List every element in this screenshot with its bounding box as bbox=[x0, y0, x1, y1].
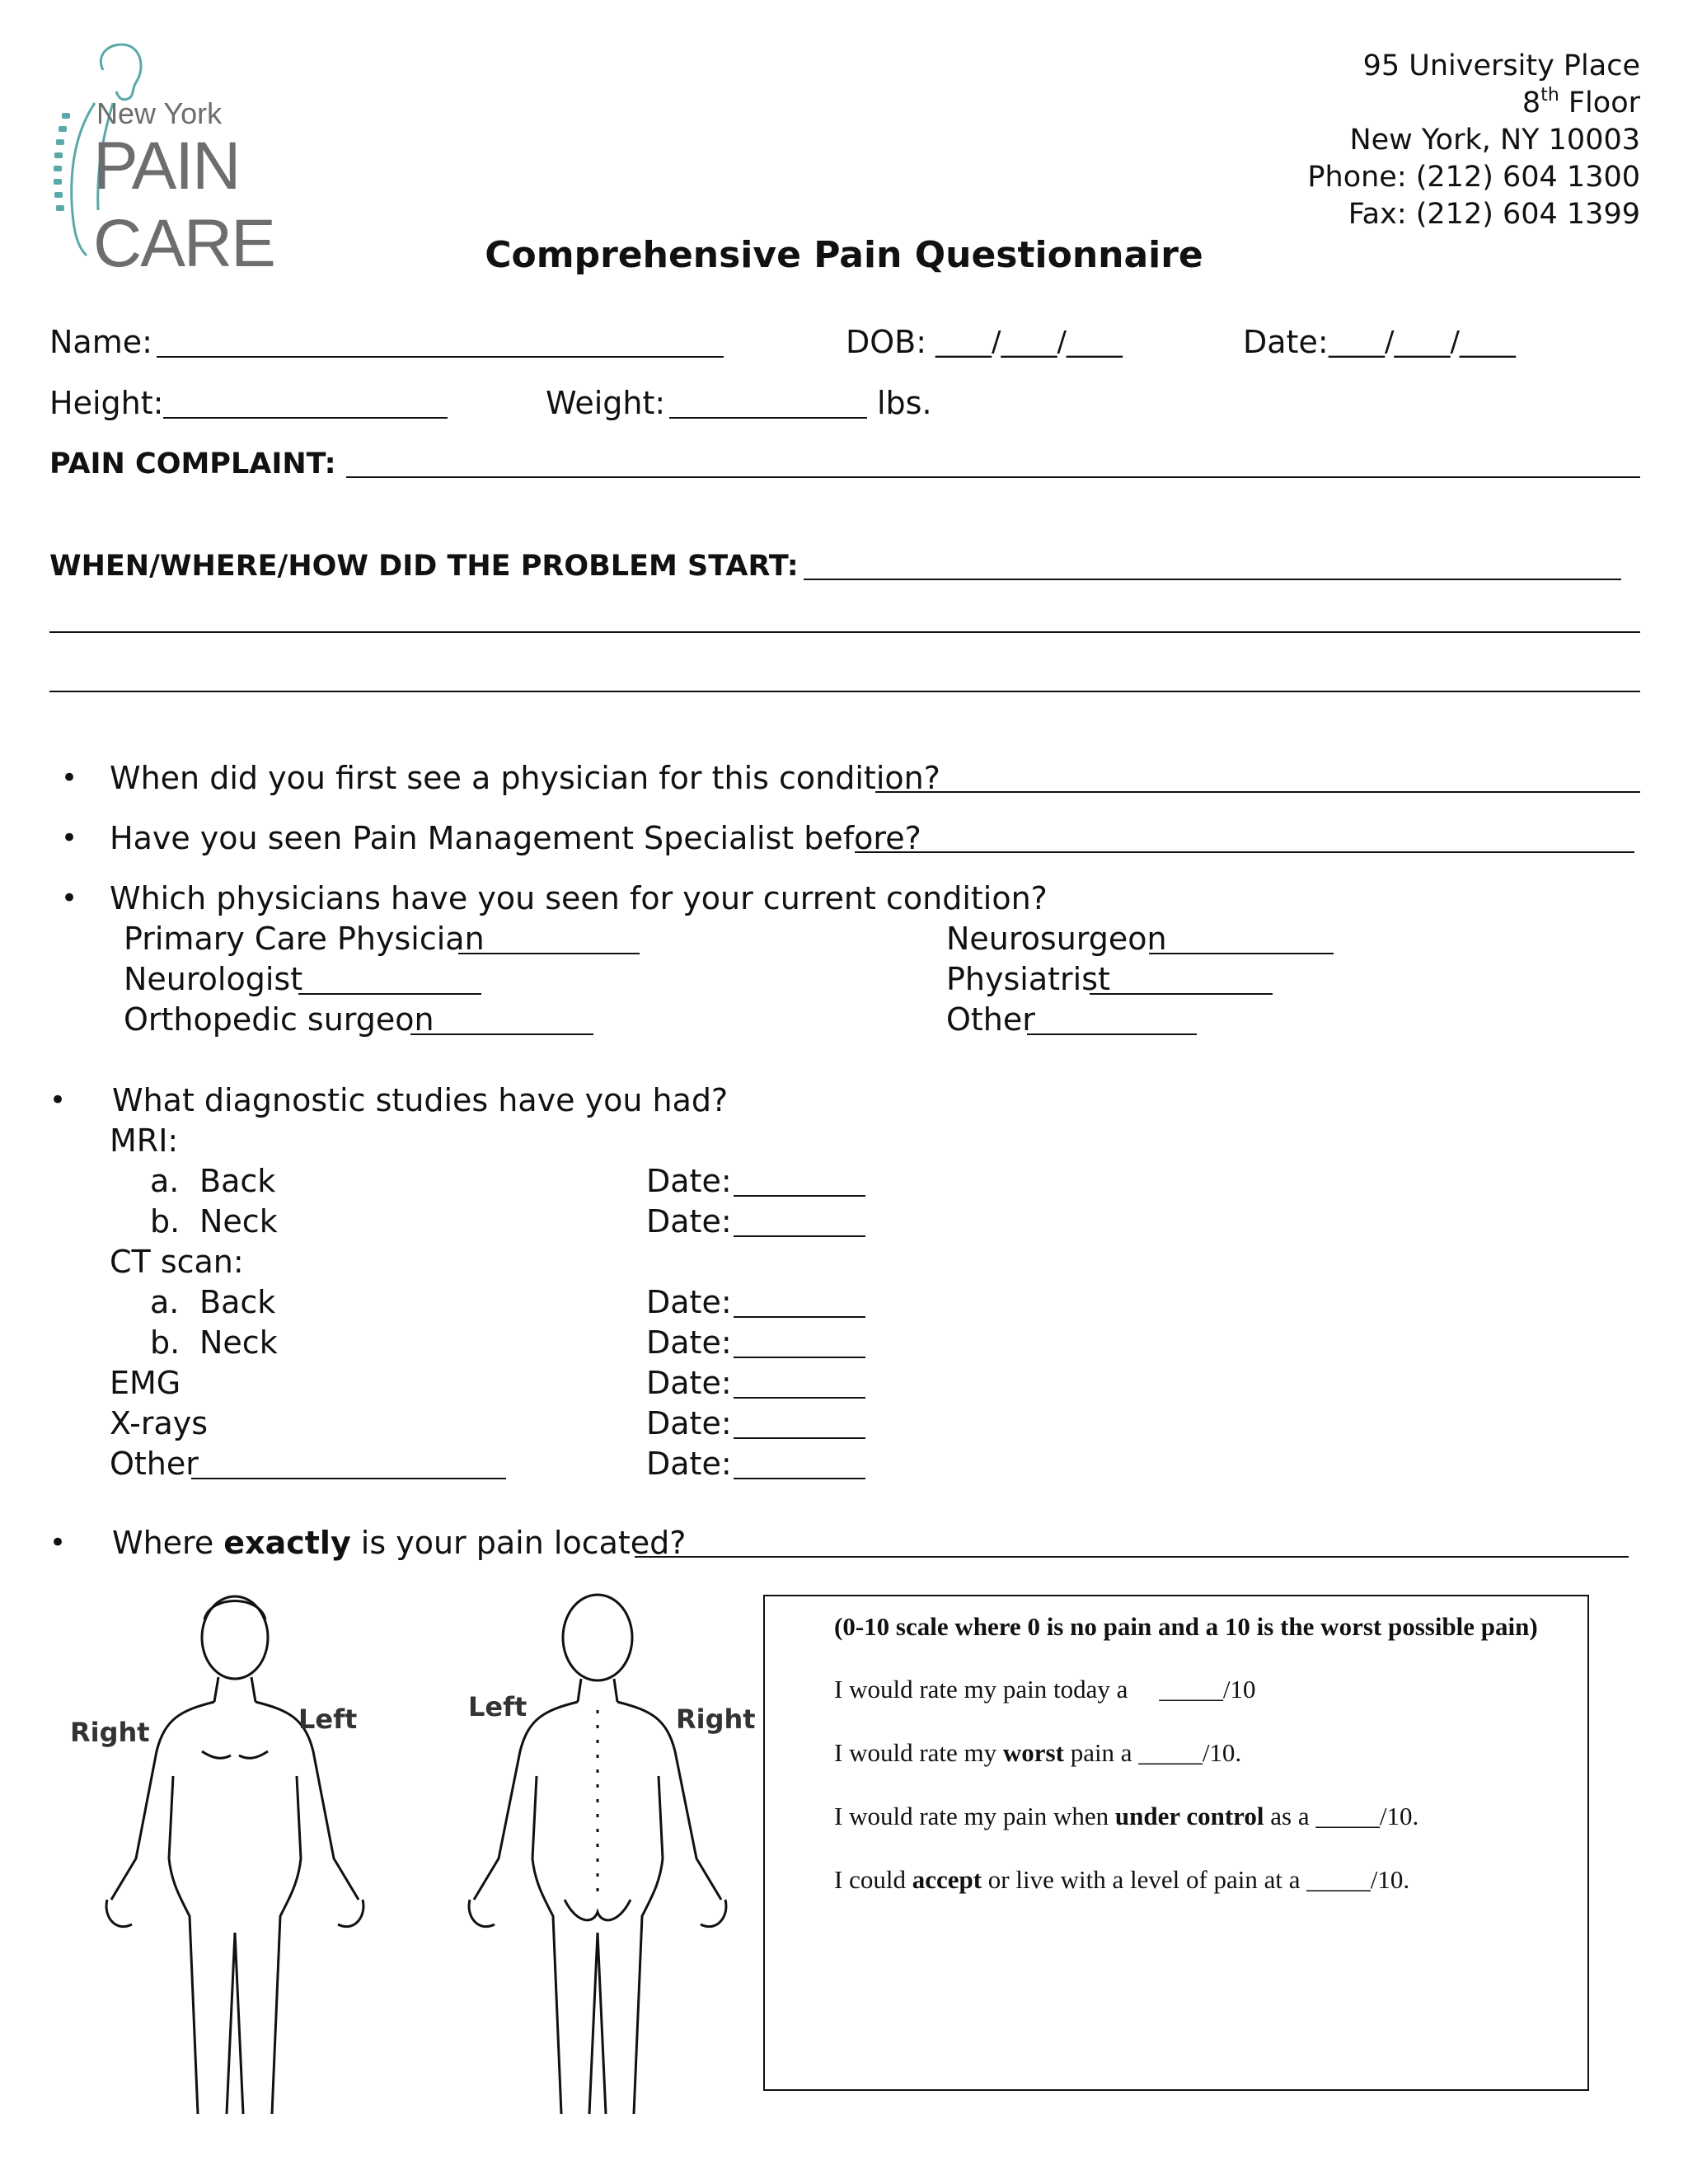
height-field[interactable] bbox=[163, 417, 448, 419]
pain-complaint-label: PAIN COMPLAINT: bbox=[49, 448, 336, 480]
neurosurgeon-field[interactable] bbox=[1149, 953, 1334, 954]
name-label: Name: bbox=[49, 324, 152, 360]
page-title: Comprehensive Pain Questionnaire bbox=[485, 234, 1203, 276]
ct-neck-label: Neck bbox=[199, 1324, 278, 1361]
neurosurgeon-label: Neurosurgeon bbox=[946, 921, 1167, 957]
address-phone: Phone: (212) 604 1300 bbox=[1307, 161, 1640, 194]
problem-start-field[interactable] bbox=[804, 579, 1621, 580]
bullet: • bbox=[49, 1526, 67, 1559]
neurologist-label: Neurologist bbox=[124, 961, 303, 997]
scale-note: (0-10 scale where 0 is no pain and a 10 is the worst possible pain) bbox=[834, 1612, 1538, 1641]
emg-date-field[interactable] bbox=[734, 1397, 865, 1399]
body-diagram-back[interactable] bbox=[424, 1586, 754, 2122]
other-physician-label: Other bbox=[946, 1001, 1035, 1038]
primary-care-field[interactable] bbox=[458, 953, 640, 954]
problem-start-line-2[interactable] bbox=[49, 631, 1640, 633]
body-back-figure bbox=[424, 1586, 754, 2122]
pain-complaint-field[interactable] bbox=[346, 476, 1640, 478]
list-marker: b. bbox=[150, 1324, 181, 1361]
problem-start-label: WHEN/WHERE/HOW DID THE PROBLEM START: bbox=[49, 550, 799, 583]
neurologist-field[interactable] bbox=[298, 993, 481, 995]
rating-worst[interactable]: I would rate my worst pain a _____/10. bbox=[834, 1738, 1242, 1767]
back-right-label: Right bbox=[676, 1704, 756, 1735]
list-marker: a. bbox=[150, 1163, 180, 1199]
pain-specialist-field[interactable] bbox=[855, 851, 1634, 853]
dob-label: DOB: bbox=[846, 324, 927, 360]
list-marker: a. bbox=[150, 1284, 180, 1320]
pain-location-question: Where exactly is your pain located? bbox=[112, 1525, 687, 1561]
other-study-date-label: Date: bbox=[646, 1446, 732, 1482]
bullet: • bbox=[61, 882, 78, 915]
weight-label: Weight: bbox=[546, 385, 666, 421]
physiatrist-field[interactable] bbox=[1090, 993, 1273, 995]
diagnostics-question: What diagnostic studies have you had? bbox=[112, 1082, 729, 1118]
pain-location-field[interactable] bbox=[635, 1556, 1629, 1558]
primary-care-label: Primary Care Physician bbox=[124, 921, 485, 957]
date-label: Date: bbox=[1243, 324, 1329, 360]
address-street: 95 University Place bbox=[1362, 49, 1640, 82]
orthopedic-field[interactable] bbox=[410, 1033, 593, 1035]
pain-rating-box bbox=[763, 1595, 1589, 2091]
mri-neck-label: Neck bbox=[199, 1203, 278, 1240]
physicians-seen-question: Which physicians have you seen for your current condition? bbox=[110, 880, 1048, 916]
mri-label: MRI: bbox=[110, 1122, 179, 1159]
ct-neck-date-label: Date: bbox=[646, 1324, 732, 1361]
bullet: • bbox=[49, 1084, 67, 1117]
weight-field[interactable] bbox=[669, 417, 867, 419]
height-label: Height: bbox=[49, 385, 164, 421]
emg-date-label: Date: bbox=[646, 1365, 732, 1401]
list-marker: b. bbox=[150, 1203, 181, 1240]
front-left-label: Left bbox=[298, 1704, 358, 1735]
rating-today[interactable]: I would rate my pain today a _____/10 bbox=[834, 1675, 1256, 1704]
body-diagram-front[interactable] bbox=[58, 1586, 371, 2122]
date-field[interactable]: ____/____/____ bbox=[1329, 326, 1516, 359]
mri-neck-date-label: Date: bbox=[646, 1203, 732, 1240]
ct-neck-date-field[interactable] bbox=[734, 1357, 865, 1358]
xrays-date-field[interactable] bbox=[734, 1437, 865, 1439]
bullet: • bbox=[61, 762, 78, 794]
dob-field[interactable]: ____/____/____ bbox=[935, 326, 1123, 359]
emg-label: EMG bbox=[110, 1365, 181, 1401]
first-physician-question: When did you first see a physician for this condition? bbox=[110, 760, 940, 796]
bullet: • bbox=[61, 822, 78, 855]
other-study-date-field[interactable] bbox=[734, 1478, 865, 1479]
address-floor: 8th Floor bbox=[1522, 85, 1640, 120]
back-left-label: Left bbox=[468, 1691, 528, 1722]
ct-label: CT scan: bbox=[110, 1244, 244, 1280]
logo-line-1: New York bbox=[96, 96, 223, 130]
other-study-label: Other bbox=[110, 1446, 199, 1482]
other-physician-field[interactable] bbox=[1027, 1033, 1197, 1035]
address-city: New York, NY 10003 bbox=[1349, 124, 1640, 157]
clinic-address bbox=[1307, 48, 1640, 233]
mri-neck-date-field[interactable] bbox=[734, 1235, 865, 1237]
mri-back-label: Back bbox=[199, 1163, 276, 1199]
logo-line-2: PAIN CARE bbox=[93, 129, 274, 281]
weight-unit: lbs. bbox=[877, 385, 932, 421]
pain-specialist-question: Have you seen Pain Management Specialist before? bbox=[110, 820, 921, 856]
ct-back-label: Back bbox=[199, 1284, 276, 1320]
mri-back-date-label: Date: bbox=[646, 1163, 732, 1199]
ct-back-date-field[interactable] bbox=[734, 1316, 865, 1318]
orthopedic-label: Orthopedic surgeon bbox=[124, 1001, 434, 1038]
name-field[interactable] bbox=[157, 356, 724, 358]
rating-under-control[interactable]: I would rate my pain when under control as a _____/10. bbox=[834, 1802, 1419, 1830]
ct-back-date-label: Date: bbox=[646, 1284, 732, 1320]
rating-accept[interactable]: I could accept or live with a level of pain at a _____/10. bbox=[834, 1865, 1410, 1894]
problem-start-line-3[interactable] bbox=[49, 691, 1640, 692]
physiatrist-label: Physiatrist bbox=[946, 961, 1110, 997]
other-study-field[interactable] bbox=[191, 1478, 506, 1479]
body-front-figure bbox=[58, 1586, 371, 2122]
first-physician-field[interactable] bbox=[875, 791, 1640, 793]
mri-back-date-field[interactable] bbox=[734, 1195, 865, 1197]
logo bbox=[45, 37, 392, 281]
address-fax: Fax: (212) 604 1399 bbox=[1348, 198, 1640, 231]
xrays-date-label: Date: bbox=[646, 1405, 732, 1441]
front-right-label: Right bbox=[70, 1717, 150, 1748]
xrays-label: X-rays bbox=[110, 1405, 209, 1441]
